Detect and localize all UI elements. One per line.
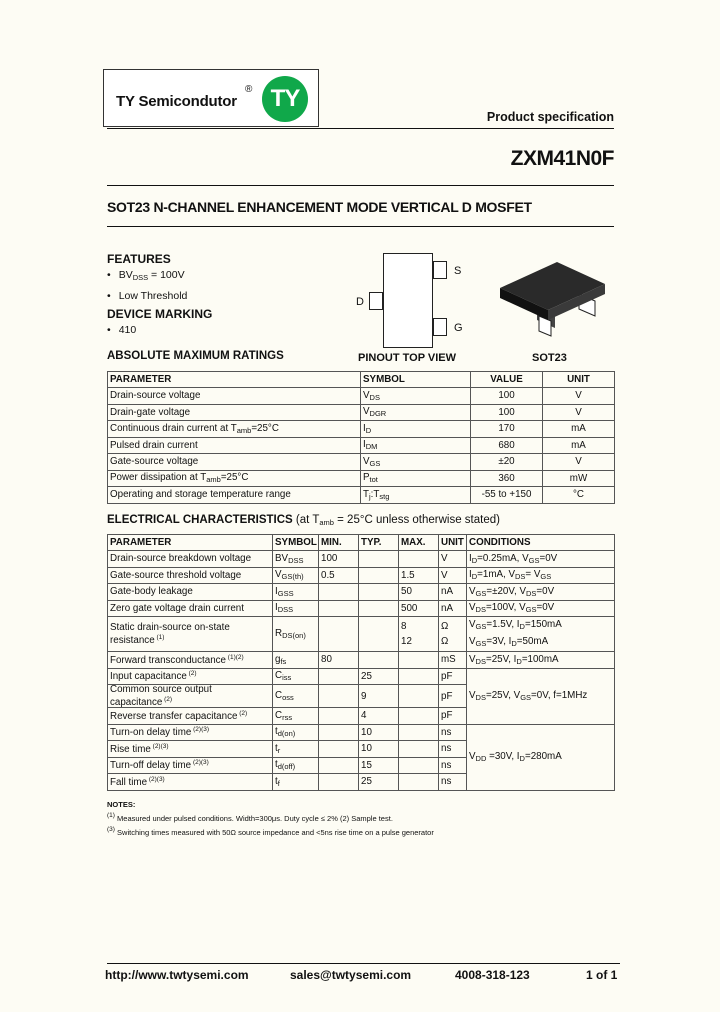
company-logo bbox=[103, 69, 319, 127]
notes-heading: NOTES: bbox=[107, 800, 136, 809]
col-value: VALUE bbox=[471, 372, 543, 388]
notes bbox=[107, 799, 434, 838]
table-row: Rise time $^{(2)(3)}$ $t_r$ 10 ns bbox=[108, 741, 615, 758]
sot23-label: SOT23 bbox=[532, 352, 567, 364]
table-row: Gate-body leakage $I_{GSS}$ 50 nA $V_{GS}=\pm 20V$, $V_{DS}=0V$ bbox=[108, 584, 615, 601]
table-row: Turn-off delay time $^{(2)(3)}$ $t_{d(off)}$ 15 ns bbox=[108, 757, 615, 774]
table-header-row: PARAMETER SYMBOL MIN. TYP. MAX. UNIT CONDITIONS bbox=[108, 535, 615, 551]
footer-divider bbox=[107, 963, 620, 964]
pin-g-label: G bbox=[454, 322, 463, 334]
table-row: Operating and storage temperature range $T_j:T_{stg}$ -55 to +150 °C bbox=[108, 487, 615, 504]
title-divider-bottom bbox=[107, 226, 614, 227]
device-marking-heading: DEVICE MARKING bbox=[107, 307, 213, 321]
ty-logo-icon: TY bbox=[262, 76, 308, 122]
table-row: Drain-gate voltage $V_{DGR}$ 100 V bbox=[108, 404, 615, 421]
product-specification-label: Product specification bbox=[486, 110, 614, 124]
sot23-package-icon bbox=[495, 258, 610, 346]
title-divider-top bbox=[107, 185, 614, 186]
features-heading: FEATURES bbox=[107, 252, 171, 266]
abs-max-heading: ABSOLUTE MAXIMUM RATINGS bbox=[107, 350, 284, 362]
footer-phone: 4008-318-123 bbox=[455, 968, 530, 982]
note-2: $^{(3)}$ Switching times measured with 50Ω source impedance and <5ns rise time on a pulse generator bbox=[107, 826, 434, 837]
table-row: Continuous drain current at $T_{amb}=25^\circ C$ $I_D$ 170 mA bbox=[108, 421, 615, 438]
pin-d-label: D bbox=[356, 296, 364, 308]
brand-name: TY Semicondutor bbox=[116, 93, 237, 110]
pin-s-label: S bbox=[454, 265, 462, 277]
table-row: Drain-source voltage $V_{DS}$ 100 V bbox=[108, 388, 615, 405]
col-unit: UNIT bbox=[543, 372, 615, 388]
elec-table bbox=[107, 534, 615, 791]
pinout-top-view-label: PINOUT TOP VIEW bbox=[358, 352, 456, 364]
device-marking-value: • 410 bbox=[107, 324, 136, 336]
table-row: Common source output capacitance $^{(2)}$ $C_{oss}$ 9 pF bbox=[108, 685, 615, 708]
pinout-body bbox=[383, 253, 433, 348]
abs-max-table bbox=[107, 371, 615, 504]
table-row: Drain-source breakdown voltage $BV_{DSS}$ 100 V $I_D=0.25mA$, $V_{GS}=0V$ bbox=[108, 551, 615, 568]
footer-page-number: 1 of 1 bbox=[586, 968, 618, 982]
col-parameter: PARAMETER bbox=[108, 372, 361, 388]
registered-mark: ® bbox=[245, 84, 253, 95]
table-header-row bbox=[108, 372, 615, 388]
table-row: Turn-on delay time $^{(2)(3)}$ $t_{d(on)}$ 10 ns $V_{DD} =30V$, $I_D=280mA$ bbox=[108, 724, 615, 741]
feature-low-threshold: • Low Threshold bbox=[107, 290, 187, 302]
col-symbol: SYMBOL bbox=[361, 372, 471, 388]
pin-gate bbox=[433, 318, 447, 336]
table-row: Forward transconductance $^{(1)(2)}$ $g_{fs}$ 80 mS $V_{DS}=25V$, $I_D=100mA$ bbox=[108, 652, 615, 669]
table-row: Gate-source voltage $V_{GS}$ ±20 V bbox=[108, 454, 615, 471]
table-row: Input capacitance $^{(2)}$ $C_{iss}$ 25 pF $V_{DS}=25V$, $V_{GS}=0V$, f=1MHz bbox=[108, 668, 615, 685]
table-row: Power dissipation at $T_{amb}=25^\circ C$ $P_{tot}$ 360 mW bbox=[108, 470, 615, 487]
part-number: ZXM41N0F bbox=[510, 147, 614, 170]
feature-bvdss: • $BV_{DSS} = 100V$ bbox=[107, 269, 185, 282]
table-row: Gate-source threshold voltage $V_{GS(th)}$ 0.5 1.5 V $I_D=1mA$, $V_{DS}= V_{GS}$ bbox=[108, 567, 615, 584]
footer-email-link[interactable]: sales@twtysemi.com bbox=[290, 968, 412, 982]
pinout-diagram bbox=[355, 250, 615, 350]
elec-heading: ELECTRICAL CHARACTERISTICS (at $T_{amb} = 25^\circ C$ unless otherwise stated) bbox=[107, 514, 500, 527]
table-row: Fall time $^{(2)(3)}$ $t_f$ 25 ns bbox=[108, 774, 615, 791]
document-title: SOT23 N-CHANNEL ENHANCEMENT MODE VERTICAL D MOSFET bbox=[107, 199, 532, 215]
pin-source bbox=[433, 261, 447, 279]
pin-drain bbox=[369, 292, 383, 310]
note-1: $^{(1)}$ Measured under pulsed conditions. Width=300μs. Duty cycle ≤ 2% (2) Sample test. bbox=[107, 812, 393, 823]
footer-website-link[interactable]: http://www.twtysemi.com bbox=[105, 968, 249, 982]
table-row: Reverse transfer capacitance $^{(2)}$ $C_{rss}$ 4 pF bbox=[108, 708, 615, 725]
table-row: Static drain-source on-state resistance $^{(1)}$ $R_{DS(on)}$ 8 12 Ω Ω $V_{GS}=1.5V$, $I_D=150mA$ $V_{GS}=3V$, $I_D=50mA$ bbox=[108, 617, 615, 652]
table-row: Zero gate voltage drain current $I_{DSS}$ 500 nA $V_{DS}=100V$, $V_{GS}=0V$ bbox=[108, 600, 615, 617]
header-divider bbox=[107, 128, 614, 129]
table-row: Pulsed drain current $I_{DM}$ 680 mA bbox=[108, 437, 615, 454]
